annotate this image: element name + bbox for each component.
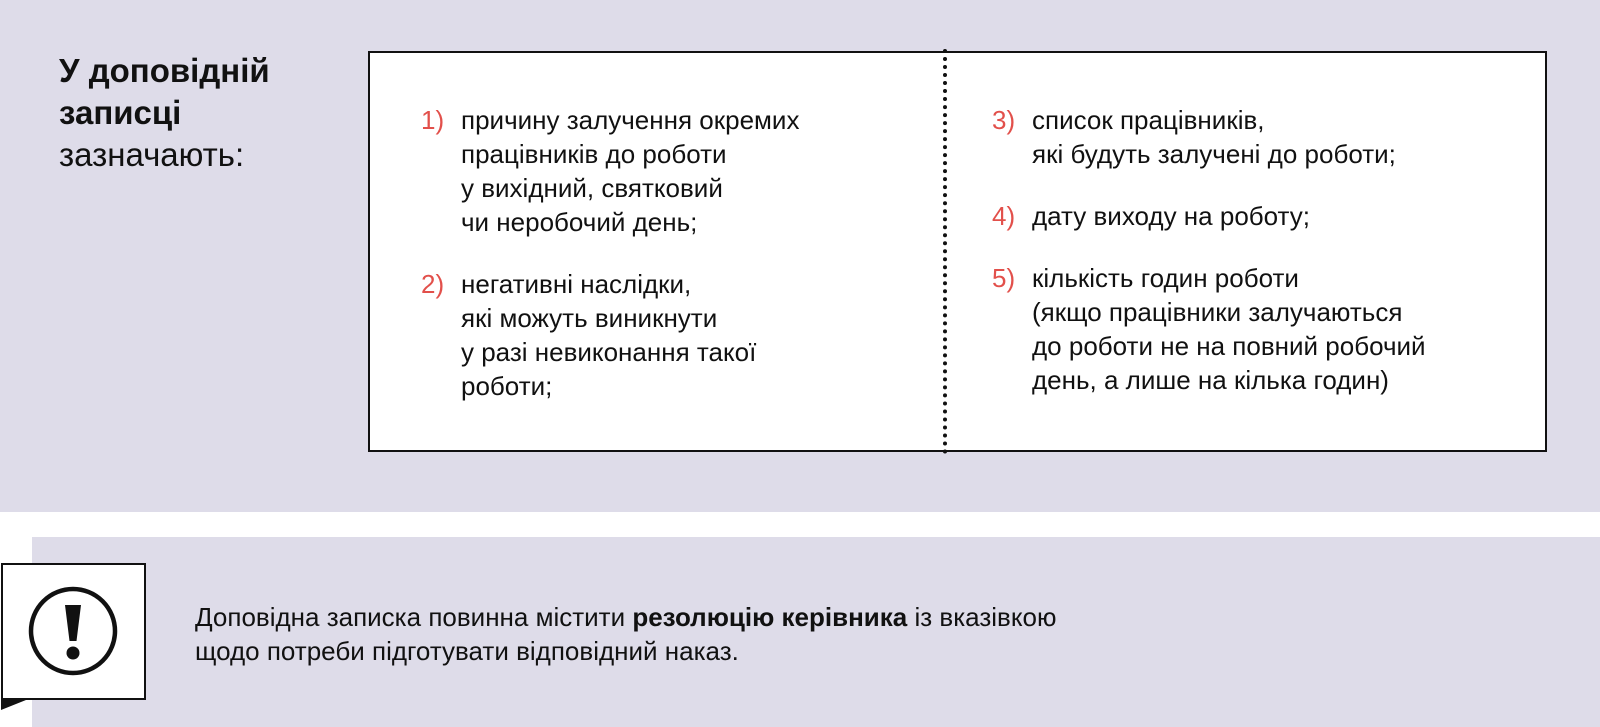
list-item-text: дату виходу на роботу; [1032, 201, 1310, 231]
list-item-text: список працівників, [1032, 105, 1265, 135]
list-item-text: день, а лише на кілька годин) [1032, 365, 1389, 395]
list-item-2 [421, 267, 799, 403]
heading-line-1: У доповідній [59, 52, 270, 89]
dotted-divider [943, 49, 947, 454]
list-item-text: до роботи не на повний робочий [1032, 331, 1426, 361]
heading-line-2: записці [59, 94, 182, 131]
list-number-4: 4) [992, 201, 1016, 231]
section-heading [59, 50, 319, 176]
list-column-left [421, 103, 799, 431]
content-box [368, 51, 1547, 452]
notice-line-2: щодо потреби підготувати відповідний наказ. [195, 636, 739, 666]
notice-line-1 [195, 600, 1056, 634]
list-item-text: негативні наслідки, [461, 269, 692, 299]
list-item-1 [421, 103, 799, 239]
list-item-5 [992, 261, 1426, 397]
list-number-3: 3) [992, 105, 1016, 135]
list-item-text: які будуть залучені до роботи; [1032, 139, 1396, 169]
list-item-text: (якщо працівники залучаються [1032, 297, 1403, 327]
list-item-text: які можуть виникнути [461, 303, 718, 333]
heading-line-3: зазначають: [59, 136, 245, 173]
list-number-2: 2) [421, 269, 445, 299]
list-item-4 [992, 199, 1426, 233]
list-item-text: роботи; [461, 371, 553, 401]
list-item-3 [992, 103, 1426, 171]
list-number-5: 5) [992, 263, 1016, 293]
list-number-1: 1) [421, 105, 445, 135]
notice-text-end: із вказівкою [907, 602, 1057, 632]
list-item-text: причину залучення окремих [461, 105, 800, 135]
list-item-text: у разі невиконання такої [461, 337, 757, 367]
notice-bold-text: резолюцію керівника [632, 602, 908, 632]
warning-box-tail [1, 698, 31, 710]
notice-text [195, 600, 1056, 668]
list-item-text: у вихідний, святковий [461, 173, 723, 203]
list-item-text: чи неробочий день; [461, 207, 698, 237]
list-column-right [992, 103, 1426, 425]
notice-text-start: Доповідна записка повинна містити [195, 602, 633, 632]
list-item-text: працівників до роботи [461, 139, 727, 169]
list-item-text: кількість годин роботи [1032, 263, 1299, 293]
exclamation-circle-icon [27, 585, 119, 677]
